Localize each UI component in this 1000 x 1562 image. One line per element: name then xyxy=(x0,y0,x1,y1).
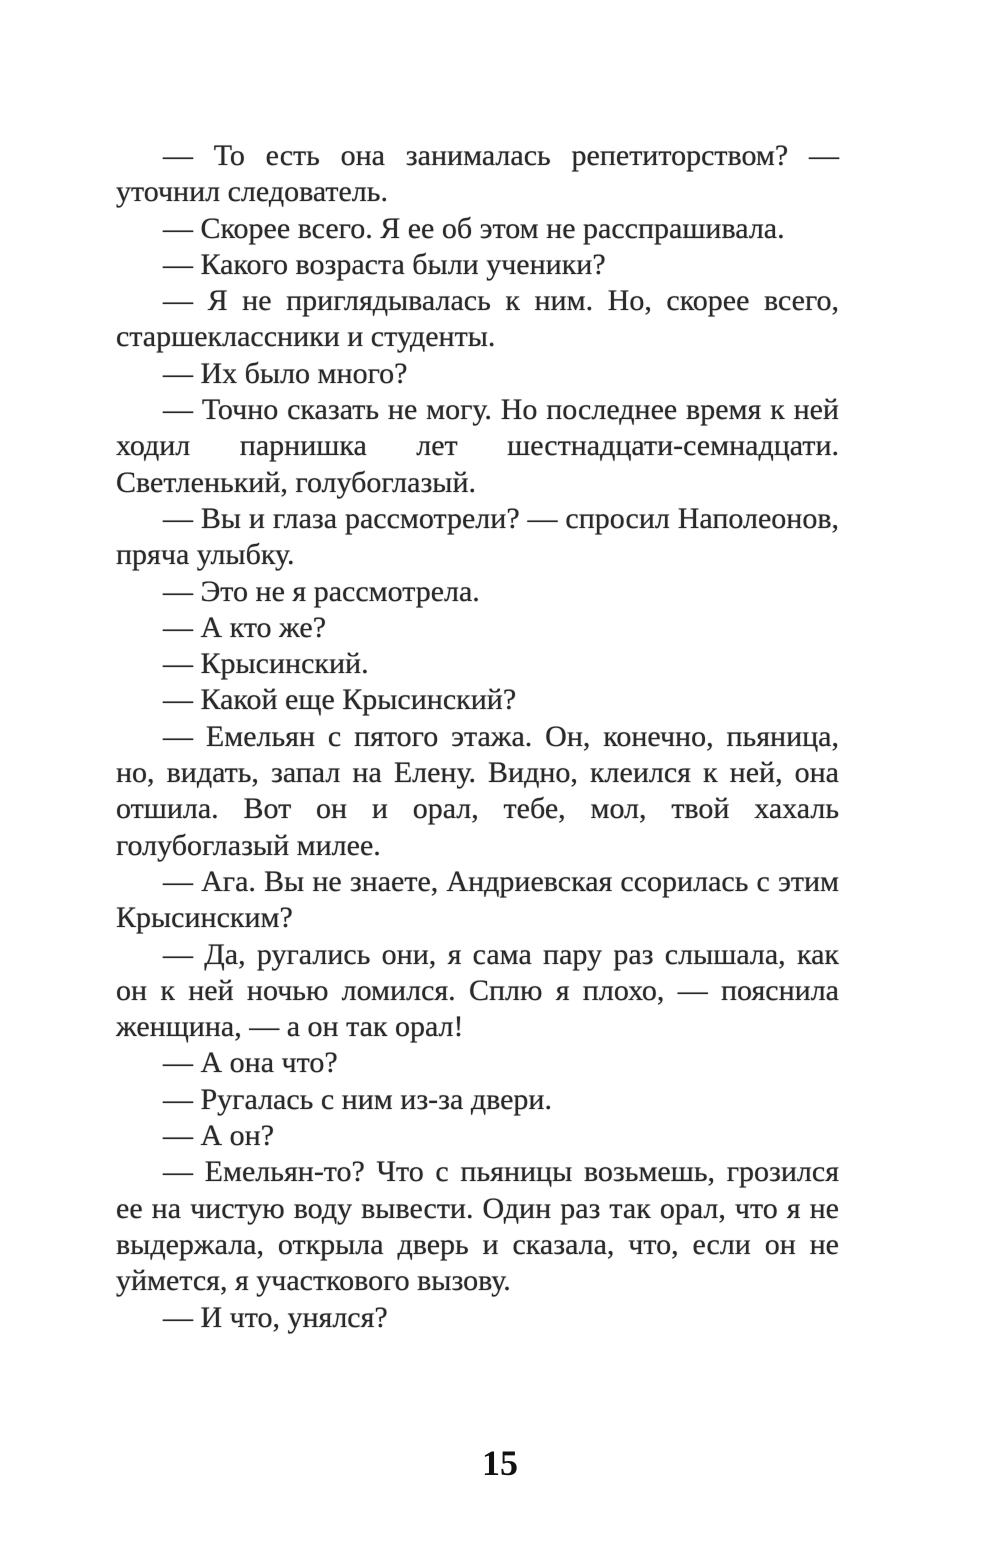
paragraph: — Вы и глаза рассмотрели? — спросил Наполеонов, пряча улыбку. xyxy=(116,501,839,572)
paragraph: — Их было много? xyxy=(163,356,408,390)
paragraph: — Какого возраста были ученики? xyxy=(163,247,606,281)
paragraph: — Да, ругались они, я сама пару раз слышала, как он к ней ночью ломился. Сплю я плохо, — пояснила женщина, — а он так орал! xyxy=(116,937,839,1044)
body-text xyxy=(116,138,839,1336)
paragraph: — Крысинский. xyxy=(163,647,369,681)
page-number: 15 xyxy=(482,1443,518,1483)
paragraph: — Ругалась с ним из-за двери. xyxy=(163,1082,552,1116)
paragraph: — Это не я рассмотрела. xyxy=(163,574,480,608)
paragraph: — Скорее всего. Я ее об этом не расспрашивала. xyxy=(163,211,785,245)
paragraph: — Емельян с пятого этажа. Он, конечно, пьяница, но, видать, запал на Елену. Видно, клеился к ней, она отшила. Вот он и орал, тебе, мол, твой хахаль голубоглазый милее. xyxy=(116,719,839,862)
paragraph: — Какой еще Крысинский? xyxy=(163,683,517,717)
paragraph: — А он? xyxy=(163,1119,275,1153)
paragraph: — То есть она занималась репетиторством? — уточнил следователь. xyxy=(116,139,839,209)
paragraph: — И что, унялся? xyxy=(163,1300,388,1334)
paragraph: — Точно сказать не могу. Но последнее время к ней ходил парнишка лет шестнадцати-семнадцати. Светленький, голубоглазый. xyxy=(116,393,839,499)
paragraph: — Емельян-то? Что с пьяницы возьмешь, грозился ее на чистую воду вывести. Один раз так орал, что я не выдержала, открыла дверь и сказала, что, если он не уймется, я участкового вызову. xyxy=(116,1155,839,1298)
paragraph: — А она что? xyxy=(163,1046,338,1080)
paragraph: — Ага. Вы не знаете, Андриевская ссорилась с этим Крысинским? xyxy=(116,864,839,935)
paragraph: — Я не приглядывалась к ним. Но, скорее всего, старшеклассники и студенты. xyxy=(116,284,839,354)
paragraph: — А кто же? xyxy=(163,610,327,644)
